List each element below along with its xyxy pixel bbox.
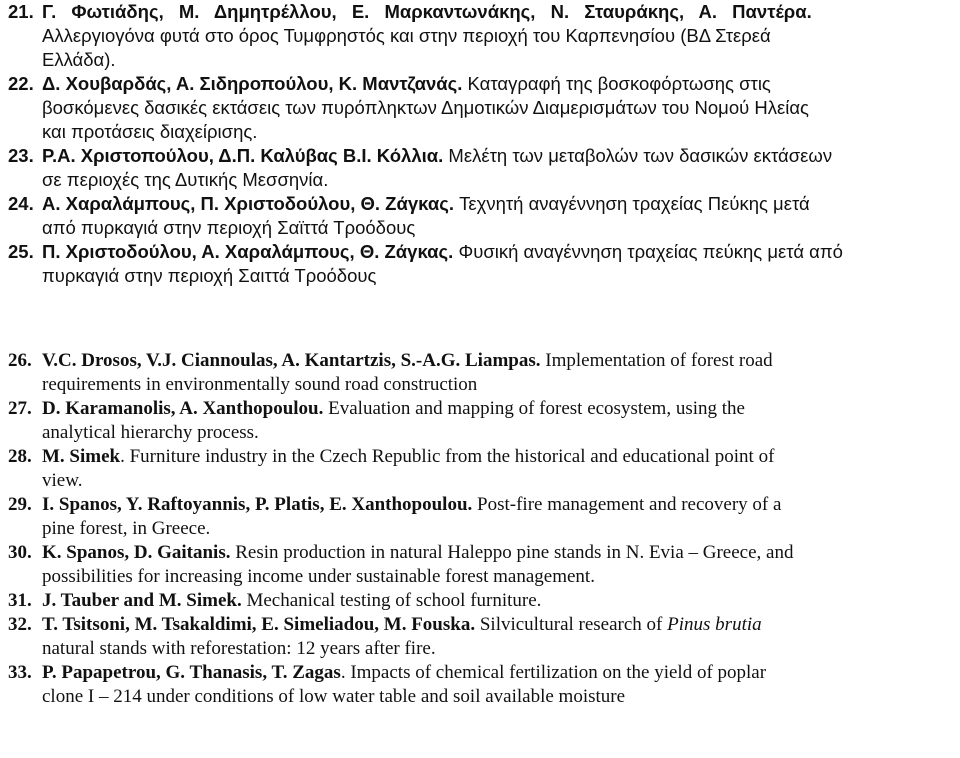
reference-line: [8, 589, 954, 613]
reference-22: [8, 72, 954, 144]
reference-31: [8, 589, 954, 613]
reference-number: 28.: [8, 446, 32, 467]
reference-title: Φυσική αναγέννηση τραχείας πεύκης μετά από: [458, 241, 843, 262]
reference-title: και προτάσεις διαχείρισης.: [42, 121, 258, 142]
reference-title: possibilities for increasing income under sustainable forest management.: [42, 566, 595, 587]
reference-line: [8, 48, 954, 72]
reference-authors: V.C. Drosos, V.J. Ciannoulas, A. Kantartzis, S.-A.G. Liampas.: [42, 350, 541, 371]
reference-line: [8, 0, 954, 24]
reference-line: [8, 541, 954, 565]
reference-number: 33.: [8, 662, 32, 683]
reference-title: βοσκόμενες δασικές εκτάσεις των πυρόπληκτων Δημοτικών Διαμερισμάτων του Νομού Ηλείας: [42, 97, 809, 118]
reference-line: [8, 565, 954, 589]
reference-authors: Ρ.Α. Χριστοπούλου, Δ.Π. Καλύβας Β.Ι. Κόλλια.: [42, 145, 444, 166]
reference-number: 32.: [8, 614, 32, 635]
reference-line: [8, 349, 954, 373]
reference-number: 26.: [8, 350, 32, 371]
reference-21: [8, 0, 954, 72]
reference-title: Τεχνητή αναγέννηση τραχείας Πεύκης μετά: [459, 193, 810, 214]
reference-number: 22.: [8, 73, 34, 94]
reference-number: 30.: [8, 542, 32, 563]
reference-line: [8, 685, 954, 709]
reference-line: [8, 192, 954, 216]
reference-title: Post-fire management and recovery of a: [477, 494, 782, 515]
reference-title: clone I – 214 under conditions of low water table and soil available moisture: [42, 686, 626, 707]
reference-line: [8, 637, 954, 661]
reference-authors: K. Spanos, D. Gaitanis.: [42, 542, 231, 563]
reference-title: view.: [42, 470, 83, 491]
reference-line: [8, 421, 954, 445]
reference-title: Silvicultural research of: [479, 614, 663, 635]
reference-30: [8, 541, 954, 589]
reference-title: Αλλεργιογόνα φυτά στο όρος Τυμφρηστός και στην περιοχή του Καρπενησίου (ΒΔ Στερεά: [42, 25, 771, 46]
reference-title: requirements in environmentally sound road construction: [42, 374, 478, 395]
reference-number: 31.: [8, 590, 32, 611]
reference-authors: P. Papapetrou, G. Thanasis, T. Zagas: [42, 662, 341, 683]
reference-number: 23.: [8, 145, 34, 166]
reference-25: [8, 240, 954, 288]
reference-title: Resin production in natural Haleppo pine stands in N. Evia – Greece, and: [235, 542, 794, 563]
reference-line: [8, 445, 954, 469]
reference-line: [8, 264, 954, 288]
reference-title: Καταγραφή της βοσκοφόρτωσης στις: [467, 73, 771, 94]
reference-title: Μελέτη των μεταβολών των δασικών εκτάσεων: [448, 145, 833, 166]
reference-authors: Δ. Χουβαρδάς, Α. Σιδηροπούλου, Κ. Μαντζανάς.: [42, 73, 463, 94]
reference-line: [8, 144, 954, 168]
reference-authors: T. Tsitsoni, M. Tsakaldimi, E. Simeliadou, M. Fouska.: [42, 614, 476, 635]
reference-authors: I. Spanos, Y. Raftoyannis, P. Platis, E. Xanthopoulou.: [42, 494, 473, 515]
reference-title: . Impacts of chemical fertilization on the yield of poplar: [340, 662, 767, 683]
reference-line: [8, 24, 954, 48]
reference-32: [8, 613, 954, 661]
reference-title: Implementation of forest road: [545, 350, 773, 371]
reference-title: Mechanical testing of school furniture.: [246, 590, 542, 611]
reference-26: [8, 349, 954, 397]
reference-authors: D. Karamanolis, A. Xanthopoulou.: [42, 398, 324, 419]
reference-authors: Α. Χαραλάμπους, Π. Χριστοδούλου, Θ. Ζάγκας.: [42, 193, 454, 214]
reference-number: 25.: [8, 241, 34, 262]
reference-33: [8, 661, 954, 709]
reference-number: 27.: [8, 398, 32, 419]
reference-authors: Π. Χριστοδούλου, Α. Χαραλάμπους, Θ. Ζάγκας.: [42, 241, 454, 262]
reference-authors: J. Tauber and M. Simek.: [42, 590, 242, 611]
reference-title: πυρκαγιά στην περιοχή Σαιττά Τροόδους: [42, 265, 377, 286]
reference-27: [8, 397, 954, 445]
reference-28: [8, 445, 954, 493]
reference-line: [8, 661, 954, 685]
reference-23: [8, 144, 954, 192]
reference-title: από πυρκαγιά στην περιοχή Σαϊττά Τροόδους: [42, 217, 416, 238]
reference-title: natural stands with reforestation: 12 years after fire.: [42, 638, 436, 659]
reference-line: [8, 613, 954, 637]
reference-line: [8, 240, 954, 264]
reference-title: Ελλάδα).: [42, 49, 116, 70]
reference-line: [8, 168, 954, 192]
reference-number: 29.: [8, 494, 32, 515]
reference-line: [8, 517, 954, 541]
reference-authors: Γ. Φωτιάδης, Μ. Δημητρέλλου, Ε. Μαρκαντωνάκης, Ν. Σταυράκης, Α. Παντέρα.: [42, 1, 812, 22]
reference-line: [8, 96, 954, 120]
reference-line: [8, 469, 954, 493]
reference-line: [8, 72, 954, 96]
reference-29: [8, 493, 954, 541]
reference-title: . Furniture industry in the Czech Republic from the historical and educational point of: [120, 446, 775, 467]
reference-number: 21.: [8, 1, 34, 22]
reference-number: 24.: [8, 193, 34, 214]
reference-line: [8, 373, 954, 397]
reference-title: Evaluation and mapping of forest ecosystem, using the: [328, 398, 745, 419]
reference-24: [8, 192, 954, 240]
reference-title: analytical hierarchy process.: [42, 422, 259, 443]
reference-line: [8, 493, 954, 517]
species-name: Pinus brutia: [667, 614, 762, 635]
reference-line: [8, 216, 954, 240]
reference-title: pine forest, in Greece.: [42, 518, 211, 539]
reference-title: σε περιοχές της Δυτικής Μεσσηνία.: [42, 169, 329, 190]
reference-line: [8, 397, 954, 421]
reference-authors: M. Simek: [42, 446, 121, 467]
reference-line: [8, 120, 954, 144]
